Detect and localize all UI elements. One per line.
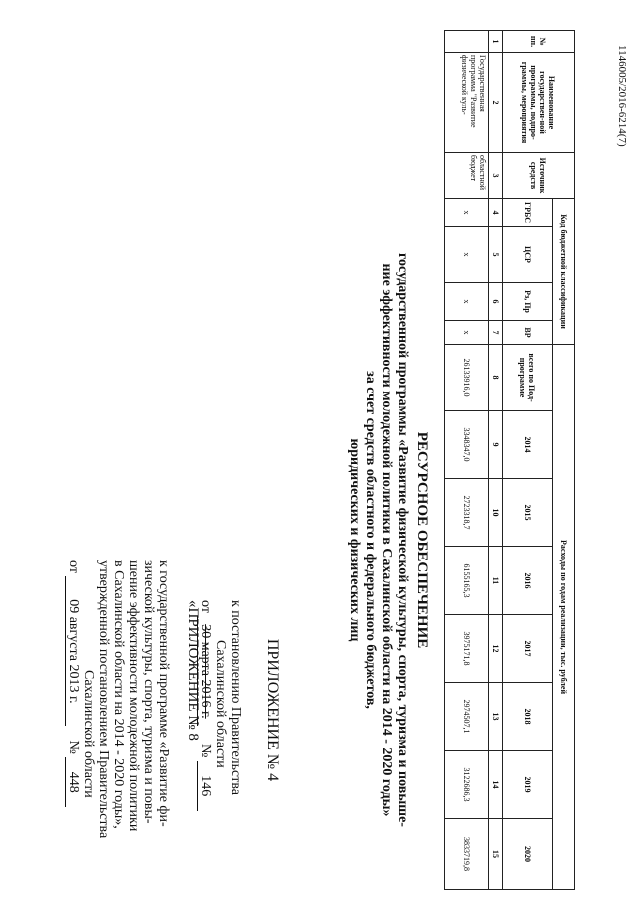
header-year: 2019 (503, 751, 553, 819)
col-num: 3 (489, 153, 503, 199)
col-num: 1 (489, 31, 503, 53)
col-num: 9 (489, 411, 503, 479)
col-num: 11 (489, 547, 503, 615)
col-num: 12 (489, 615, 503, 683)
row-vr: х (445, 321, 489, 345)
appendix-number: 146 (197, 761, 213, 811)
header-grbs: ГРБС (503, 199, 553, 227)
row-value: 3348347,0 (445, 411, 489, 479)
heading-line-2: за счет средств областного и федерального бюджетов, (363, 371, 378, 709)
appendix-title: ПРИЛОЖЕНИЕ № 4 (264, 638, 281, 782)
table-row (445, 31, 489, 890)
appendix8-block (65, 560, 200, 900)
appendix8-title: «ПРИЛОЖЕНИЕ № 8 (185, 600, 201, 741)
header-year: 2015 (503, 479, 553, 547)
appendix8-line-1: зической культуры, спорта, туризма и повы- (141, 560, 156, 824)
header-year: 2016 (503, 547, 553, 615)
appendix8-number: 448 (65, 757, 81, 807)
header-total: всего по Под-программе (503, 345, 553, 411)
table-header-row (553, 31, 575, 890)
header-kbk: Код бюджетной классификации (553, 199, 575, 345)
appendix8-line-3: в Сахалинской области на 2014 - 2020 годы», (111, 560, 126, 829)
date-prefix: от (66, 560, 81, 573)
col-num: 4 (489, 199, 503, 227)
header-csr: ЦСР (503, 227, 553, 283)
col-num: 7 (489, 321, 503, 345)
row-num (445, 31, 489, 53)
appendix8-date: 09 августа 2013 г. (65, 576, 81, 726)
row-total: 26133916,0 (445, 345, 489, 411)
heading-line-3: юридических и физических лиц (347, 438, 362, 642)
appendix8-line-0: к государственной программе «Развитие фи- (156, 560, 171, 827)
row-value: 2974507,1 (445, 683, 489, 751)
col-num: 2 (489, 53, 503, 153)
row-value: 3122686,3 (445, 751, 489, 819)
header-name: Наименование государствен-ной программы, подпро-граммы, мероприятия (503, 53, 575, 153)
row-value: 6155165,3 (445, 547, 489, 615)
col-num: 13 (489, 683, 503, 751)
header-source: Источник средств (503, 153, 575, 199)
col-num: 10 (489, 479, 503, 547)
row-csr: х (445, 227, 489, 283)
row-value: 2723318,7 (445, 479, 489, 547)
header-expenses: Расходы по годам реализации, тыс. рублей (553, 345, 575, 890)
appendix8-line-4: утвержденной постановлением Правительства (96, 560, 111, 839)
col-num: 14 (489, 751, 503, 819)
header-year: 2020 (503, 819, 553, 890)
col-num: 6 (489, 283, 503, 321)
header-year: 2017 (503, 615, 553, 683)
appendix8-line-5: Сахалинской области (81, 670, 96, 798)
header-rz: Рз, Пр (503, 283, 553, 321)
header-year: 2014 (503, 411, 553, 479)
num-prefix: № (198, 743, 213, 758)
row-source: областной бюджет (445, 153, 489, 199)
document-footer: 1146005/2016-6214(7) (616, 45, 628, 147)
appendix8-line-2: шение эффективности молодежной политики (126, 560, 141, 832)
num-prefix: № (66, 740, 81, 754)
heading-block (346, 240, 430, 840)
column-number-row (489, 31, 503, 890)
appendix-date: 30 марта 2016 г. (198, 624, 213, 719)
row-grbs: х (445, 199, 489, 227)
date-prefix: от (198, 600, 213, 613)
col-num: 15 (489, 819, 503, 890)
heading-title: РЕСУРСНОЕ ОБЕСПЕЧЕНИЕ (414, 431, 430, 649)
row-name: Государственная программа "Развитие физической куль- (445, 53, 489, 153)
heading-line-1: ние эффективности молодежной политики в Сахалинской области на 2014 - 2020 годы» (379, 263, 394, 817)
row-rz: х (445, 283, 489, 321)
col-num: 5 (489, 227, 503, 283)
appendix8-date-line (65, 560, 81, 900)
row-value: 3833719,8 (445, 819, 489, 890)
header-num: № пп. (503, 31, 575, 53)
appendix-line2: Сахалинской области (213, 640, 228, 768)
heading-line-0: государственной программы «Развитие физической культуры, спорта, туризма и повыше- (395, 253, 410, 827)
resource-table (444, 30, 575, 890)
row-value: 3975171,8 (445, 615, 489, 683)
header-vr: ВР (503, 321, 553, 345)
header-year: 2018 (503, 683, 553, 751)
appendix-block (197, 600, 280, 900)
appendix-line1: к постановлению Правительства (228, 600, 243, 796)
col-num: 8 (489, 345, 503, 411)
